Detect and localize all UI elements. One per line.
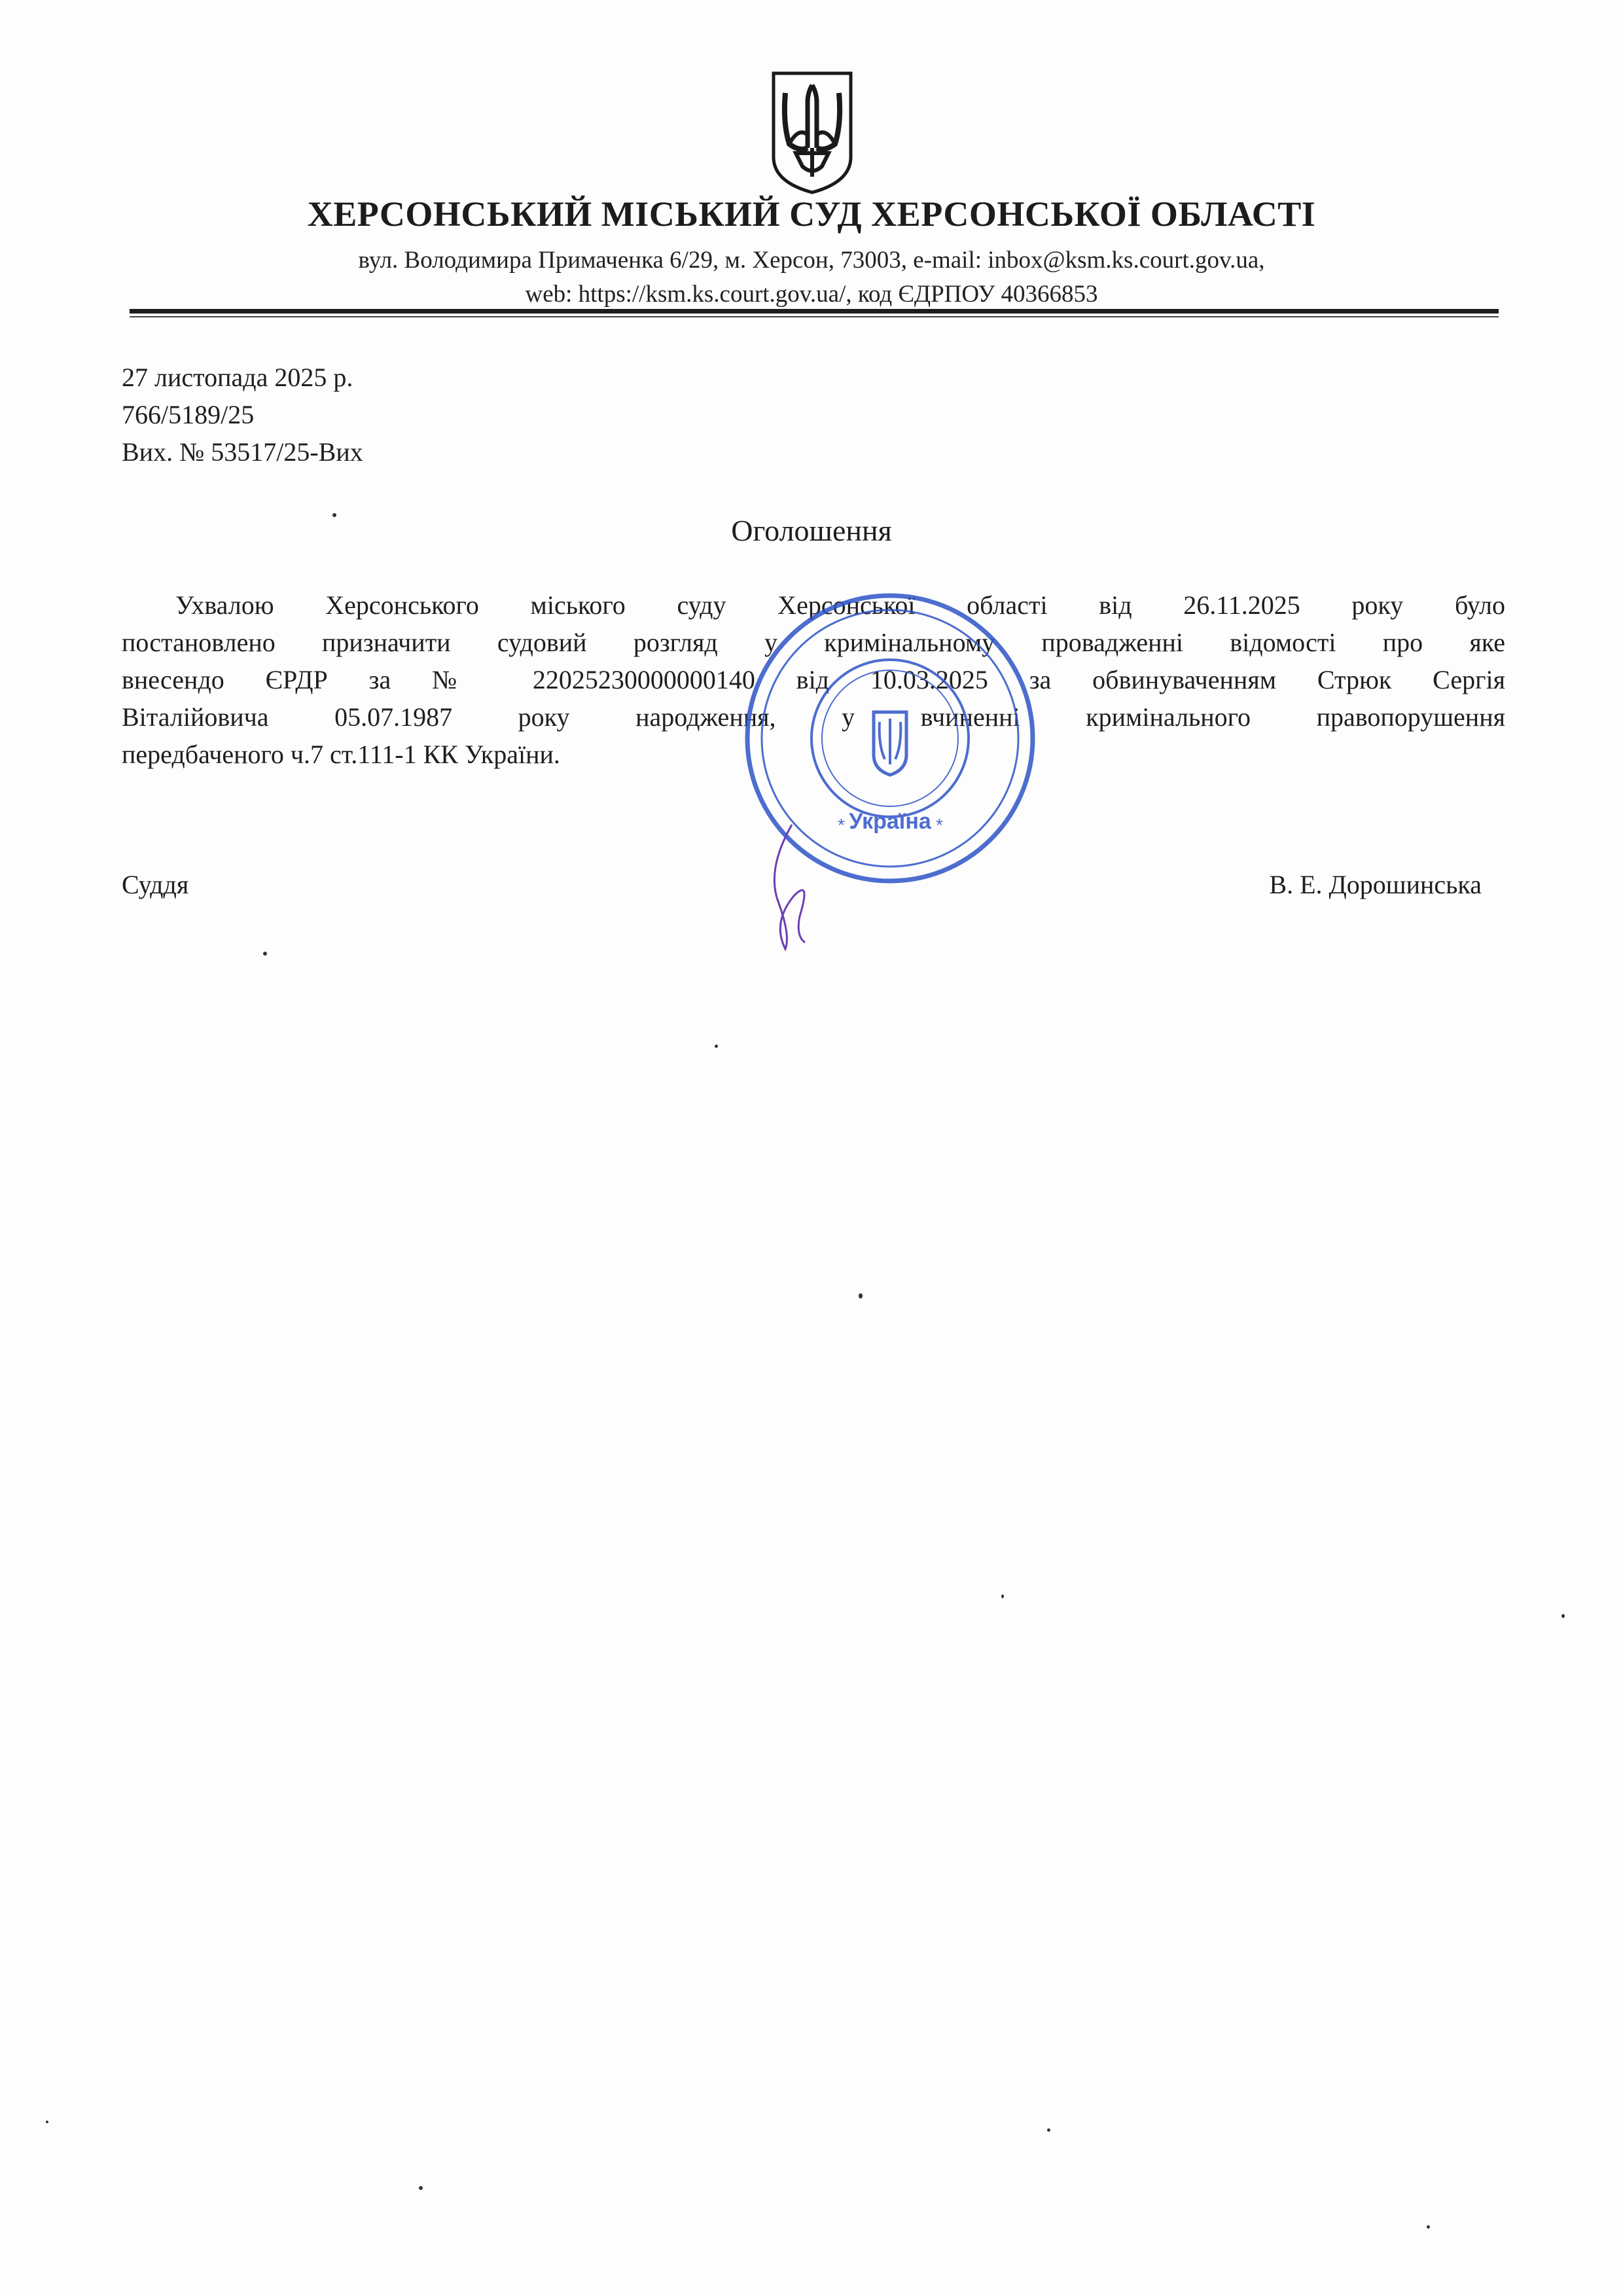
scan-speck xyxy=(1047,2128,1050,2132)
court-name: ХЕРСОНСЬКИЙ МІСЬКИЙ СУД ХЕРСОНСЬКОЇ ОБЛАСТІ xyxy=(307,194,1316,234)
scan-speck xyxy=(46,2121,48,2123)
body-line-5: передбаченого ч.7 ст.111-1 КК України. xyxy=(122,740,560,769)
address-line-2: web: https://ksm.ks.court.gov.ua/, код ЄДРПОУ 40366853 xyxy=(525,281,1098,308)
scan-speck xyxy=(263,952,267,956)
outgoing-number: Вих. № 53517/25-Вих xyxy=(122,437,363,467)
svg-text:*: * xyxy=(936,815,943,835)
scan-speck xyxy=(1001,1594,1004,1598)
court-address xyxy=(0,243,1623,312)
document-title: Оголошення xyxy=(731,514,892,547)
header-divider-thin xyxy=(130,316,1499,317)
scan-speck xyxy=(1427,2225,1430,2229)
handwritten-signature-icon xyxy=(753,818,831,956)
scan-speck xyxy=(1561,1614,1565,1618)
scan-speck xyxy=(419,2186,423,2190)
trident-emblem-icon xyxy=(770,71,855,195)
body-line-1: Ухвалою Херсонського міського суду Херсонської області від 26.11.2025 року було xyxy=(175,590,1505,620)
svg-text:*: * xyxy=(838,815,845,835)
case-number: 766/5189/25 xyxy=(122,400,255,429)
header-divider xyxy=(130,309,1499,314)
scan-speck xyxy=(859,1293,863,1299)
address-line-1: вул. Володимира Примаченка 6/29, м. Херсон, 73003, e-mail: inbox@ksm.ks.court.gov.ua, xyxy=(358,247,1265,274)
signature-name: В. Е. Дорошинська xyxy=(1269,870,1482,899)
body-line-4: Віталійовича 05.07.1987 року народження, у вчиненні кримінального правопорушення xyxy=(122,702,1505,732)
stamp-country: Україна xyxy=(849,809,931,834)
signature-role: Суддя xyxy=(122,870,189,899)
document-date: 27 листопада 2025 р. xyxy=(122,363,353,392)
scan-speck xyxy=(715,1045,718,1048)
body-line-2: постановлено призначити судовий розгляд у кримінальному провадженні відомості про яке xyxy=(122,628,1505,657)
scan-speck xyxy=(332,513,336,517)
document-meta xyxy=(122,359,363,471)
body-line-3: внесендо ЄРДР за № 22025230000000140 від 10.03.2025 за обвинуваченням Стрюк Сергія xyxy=(122,665,1505,694)
